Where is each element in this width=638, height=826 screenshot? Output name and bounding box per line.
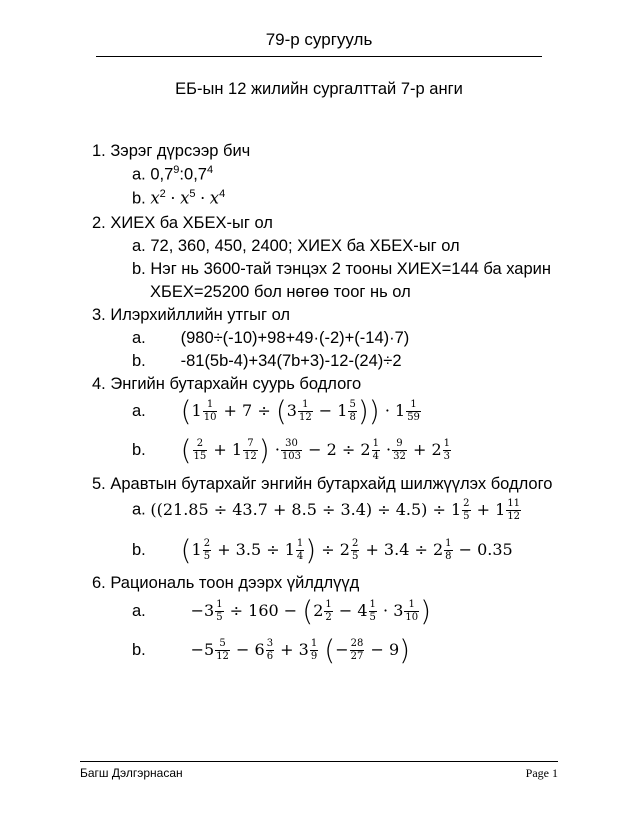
page-footer [80,761,558,780]
page-header [96,30,542,57]
question-2a: a. 72, 360, 450, 2400; ХИЕХ ба ХБЕХ-ыг ол [132,237,460,255]
question-5b: b. (1 $\frac{2}{5}$ + 3.5 ÷ 1 $\frac{1}{4}$ ) ÷ 2 $\frac{2}{5}$ + 3.4 ÷ 2 $\frac{1}{8}$ − 0.35 [132,533,513,566]
header-title: 79-р сургууль [265,30,373,49]
question-6a: a. −3 $\frac{1}{5}$ ÷ 160 − (2 $\frac{1}{2}$ − 4 $\frac{1}{5}$ · 3 $\frac{1}{10}$ ) [132,594,432,627]
footer-page-number: Page 1 [525,766,558,780]
question-4-title: 4. Энгийн бутархайн суурь бодлого [92,375,362,393]
question-1b: b. $x^2 \cdot x^5 \cdot x^4$ [132,188,226,208]
footer-author: Багш Дэлгэрнасан [80,766,183,780]
question-4b: b. ( $\frac{2}{15}$ + 1 $\frac{7}{12}$ ) · $\frac{30}{103}$ − 2 ÷ 2 $\frac{1}{4}$ · $\frac{9}{32}$ + 2 $\frac{1}{3}$ [132,433,451,466]
question-1a: a. $0,7^9:0,7^4$ [132,164,214,184]
question-6b: b. −5 $\frac{5}{12}$ − 6 $\frac{3}{6}$ + 3 $\frac{1}{9}$ (− $\frac{28}{27}$ − 9) [132,633,411,666]
document-subtitle: ЕБ-ын 12 жилийн сургалттай 7-р анги [175,80,463,98]
question-5-title: 5. Аравтын бутархайг энгийн бутархайд шилжүүлэх бодлого [92,475,553,493]
question-2-title: 2. ХИЕХ ба ХБЕХ-ыг ол [92,214,273,232]
question-2b: b. Нэг нь 3600-тай тэнцэх 2 тооны ХИЕХ=144 ба харин [132,260,551,278]
question-5a: a. ((21.85 ÷ 43.7 + 8.5 ÷ 3.4) ÷ 4.5) ÷ 1 $\frac{2}{5}$ + 1 $\frac{11}{12}$ [132,498,521,522]
question-3a: a. (980÷(-10)+98+49·(-2)+(-14)·7) [132,329,410,347]
question-2b-cont: ХБЕХ=25200 бол нөгөө тоог нь ол [150,283,411,301]
question-3b: b. -81(5b-4)+34(7b+3)-12-(24)÷2 [132,352,402,370]
question-4a: a. (1 $\frac{1}{10}$ + 7 ÷ (3 $\frac{1}{12}$ − 1 $\frac{5}{8}$ )) · 1 $\frac{1}{59}$ [132,394,420,427]
question-6-title: 6. Рациональ тоон дээрх үйлдлүүд [92,574,360,592]
question-3-title: 3. Илэрхийллийн утгыг ол [92,306,291,324]
question-1-title: 1. Зэрэг дүрсээр бич [92,142,251,160]
